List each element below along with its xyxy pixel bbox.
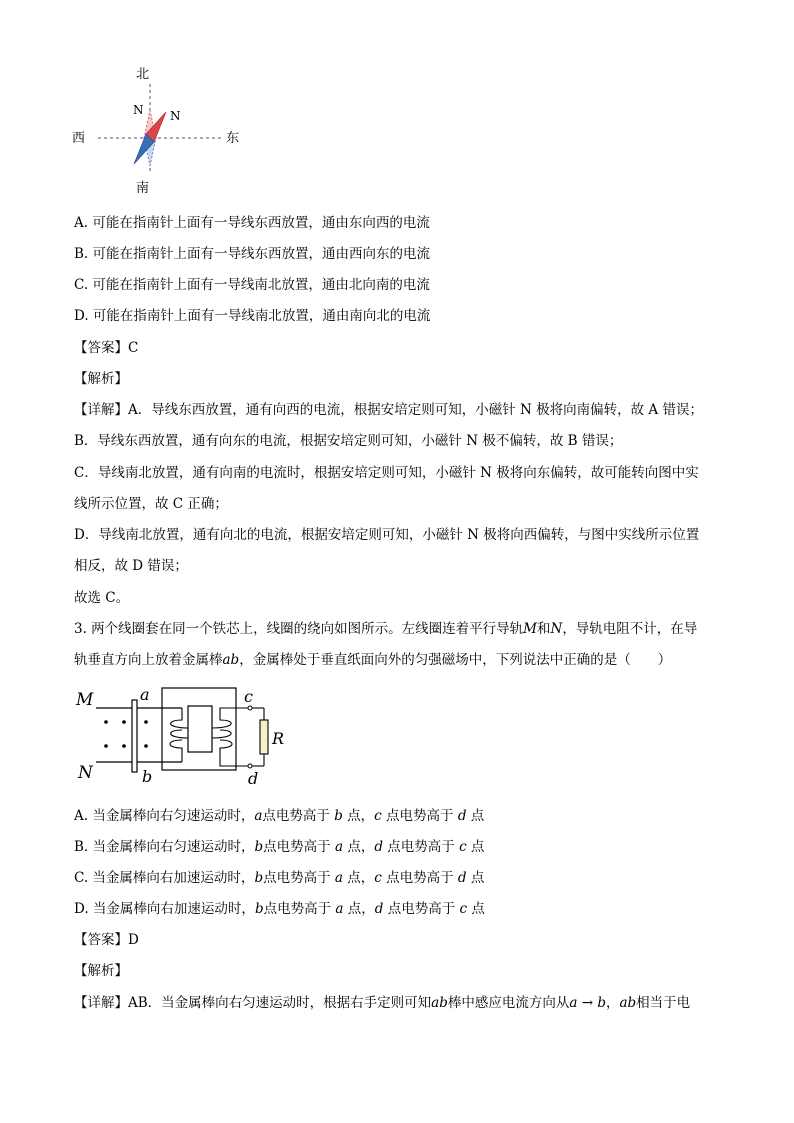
rail-m-symbol: M — [523, 621, 537, 637]
label-a: a — [140, 686, 150, 704]
current-direction: a → b — [569, 995, 606, 1011]
q2-detail-line-5: D．导线南北放置，通有向北的电流，根据安培定则可知，小磁针 N 极将向西偏转，与图中实线所示位置 — [74, 527, 700, 543]
q2-answer: 【答案】C — [74, 340, 139, 356]
north-label: 北 — [136, 67, 150, 82]
iron-core-outer — [162, 688, 236, 770]
label-b: b — [142, 767, 153, 786]
resistor-r — [260, 720, 268, 754]
field-dot — [122, 720, 126, 724]
field-dot — [122, 744, 126, 748]
left-coil — [170, 708, 188, 762]
label-m: M — [76, 690, 94, 710]
q2-detail-line-1: 【详解】A．导线东西放置，通有向西的电流，根据安培定则可知，小磁针 N 极将向南偏转，故 A 错误； — [74, 402, 703, 418]
q2-option-b: B. 可能在指南针上面有一导线东西放置，通由西向东的电流 — [74, 246, 431, 262]
terminal-c — [248, 706, 252, 710]
q2-option-d: D. 可能在指南针上面有一导线南北放置，通由南向北的电流 — [74, 308, 431, 324]
label-c: c — [244, 687, 253, 706]
q2-detail-line-6: 相反，故 D 错误； — [74, 558, 188, 574]
compass-figure — [70, 62, 250, 202]
field-dot — [104, 744, 108, 748]
q2-detail-line-3: C．导线南北放置，通有向南的电流时，根据安培定则可知，小磁针 N 极将向东偏转，故可能转向图中实 — [74, 465, 699, 481]
field-dot — [104, 720, 108, 724]
q3-analysis-title: 【解析】 — [74, 963, 128, 979]
right-coil — [212, 708, 250, 766]
rail-n-symbol: N — [550, 621, 563, 637]
terminal-d — [248, 764, 252, 768]
q3-answer: 【答案】D — [74, 932, 139, 948]
q2-detail-line-2: B．导线东西放置，通有向东的电流，根据安培定则可知，小磁针 N 极不偏转，故 B 错误； — [74, 433, 623, 449]
rod-ab-symbol: ab — [222, 652, 240, 668]
q2-detail-line-7: 故选 C。 — [74, 590, 130, 606]
q3-detail-line-1: 【详解】AB．当金属棒向右匀速运动时，根据右手定则可知ab棒中感应电流方向从a → b，ab相当于电 — [74, 995, 691, 1011]
iron-core-inner — [188, 706, 212, 752]
q3-stem-line-1: 3. 两个线圈套在同一个铁芯上，线圈的绕向如图所示。左线圈连着平行导轨M和N，导轨电阻不计，在导 — [74, 621, 698, 637]
metal-rod-ab — [132, 700, 137, 772]
east-label: 东 — [226, 131, 240, 146]
label-r: R — [272, 729, 285, 748]
label-d: d — [248, 769, 259, 788]
q3-stem-line-2: 轨垂直方向上放着金属棒ab，金属棒处于垂直纸面向外的匀强磁场中，下列说法中正确的是（ ） — [74, 652, 672, 668]
circuit-figure — [74, 686, 294, 790]
needle-label-original: N — [133, 103, 144, 117]
q3-option-b: B. 当金属棒向右匀速运动时，b点电势高于 a 点，d 点电势高于 c 点 — [74, 839, 485, 855]
west-label: 西 — [72, 131, 86, 146]
field-dot — [144, 720, 148, 724]
field-dot — [144, 744, 148, 748]
south-label: 南 — [136, 181, 150, 196]
q3-option-c: C. 当金属棒向右加速运动时，b点电势高于 a 点，c 点电势高于 d 点 — [74, 870, 485, 886]
q2-option-a: A. 可能在指南针上面有一导线东西放置，通由东向西的电流 — [74, 215, 430, 231]
needle-label-rotated: N — [170, 109, 181, 123]
q2-detail-line-4: 线所示位置，故 C 正确； — [74, 496, 228, 512]
q2-option-c: C. 可能在指南针上面有一导线南北放置，通由北向南的电流 — [74, 277, 430, 293]
q3-option-a: A. 当金属棒向右匀速运动时，a点电势高于 b 点，c 点电势高于 d 点 — [74, 808, 485, 824]
label-n: N — [78, 763, 93, 783]
q2-analysis-title: 【解析】 — [74, 371, 128, 387]
q3-option-d: D. 当金属棒向右加速运动时，b点电势高于 a 点，d 点电势高于 c 点 — [74, 901, 485, 917]
